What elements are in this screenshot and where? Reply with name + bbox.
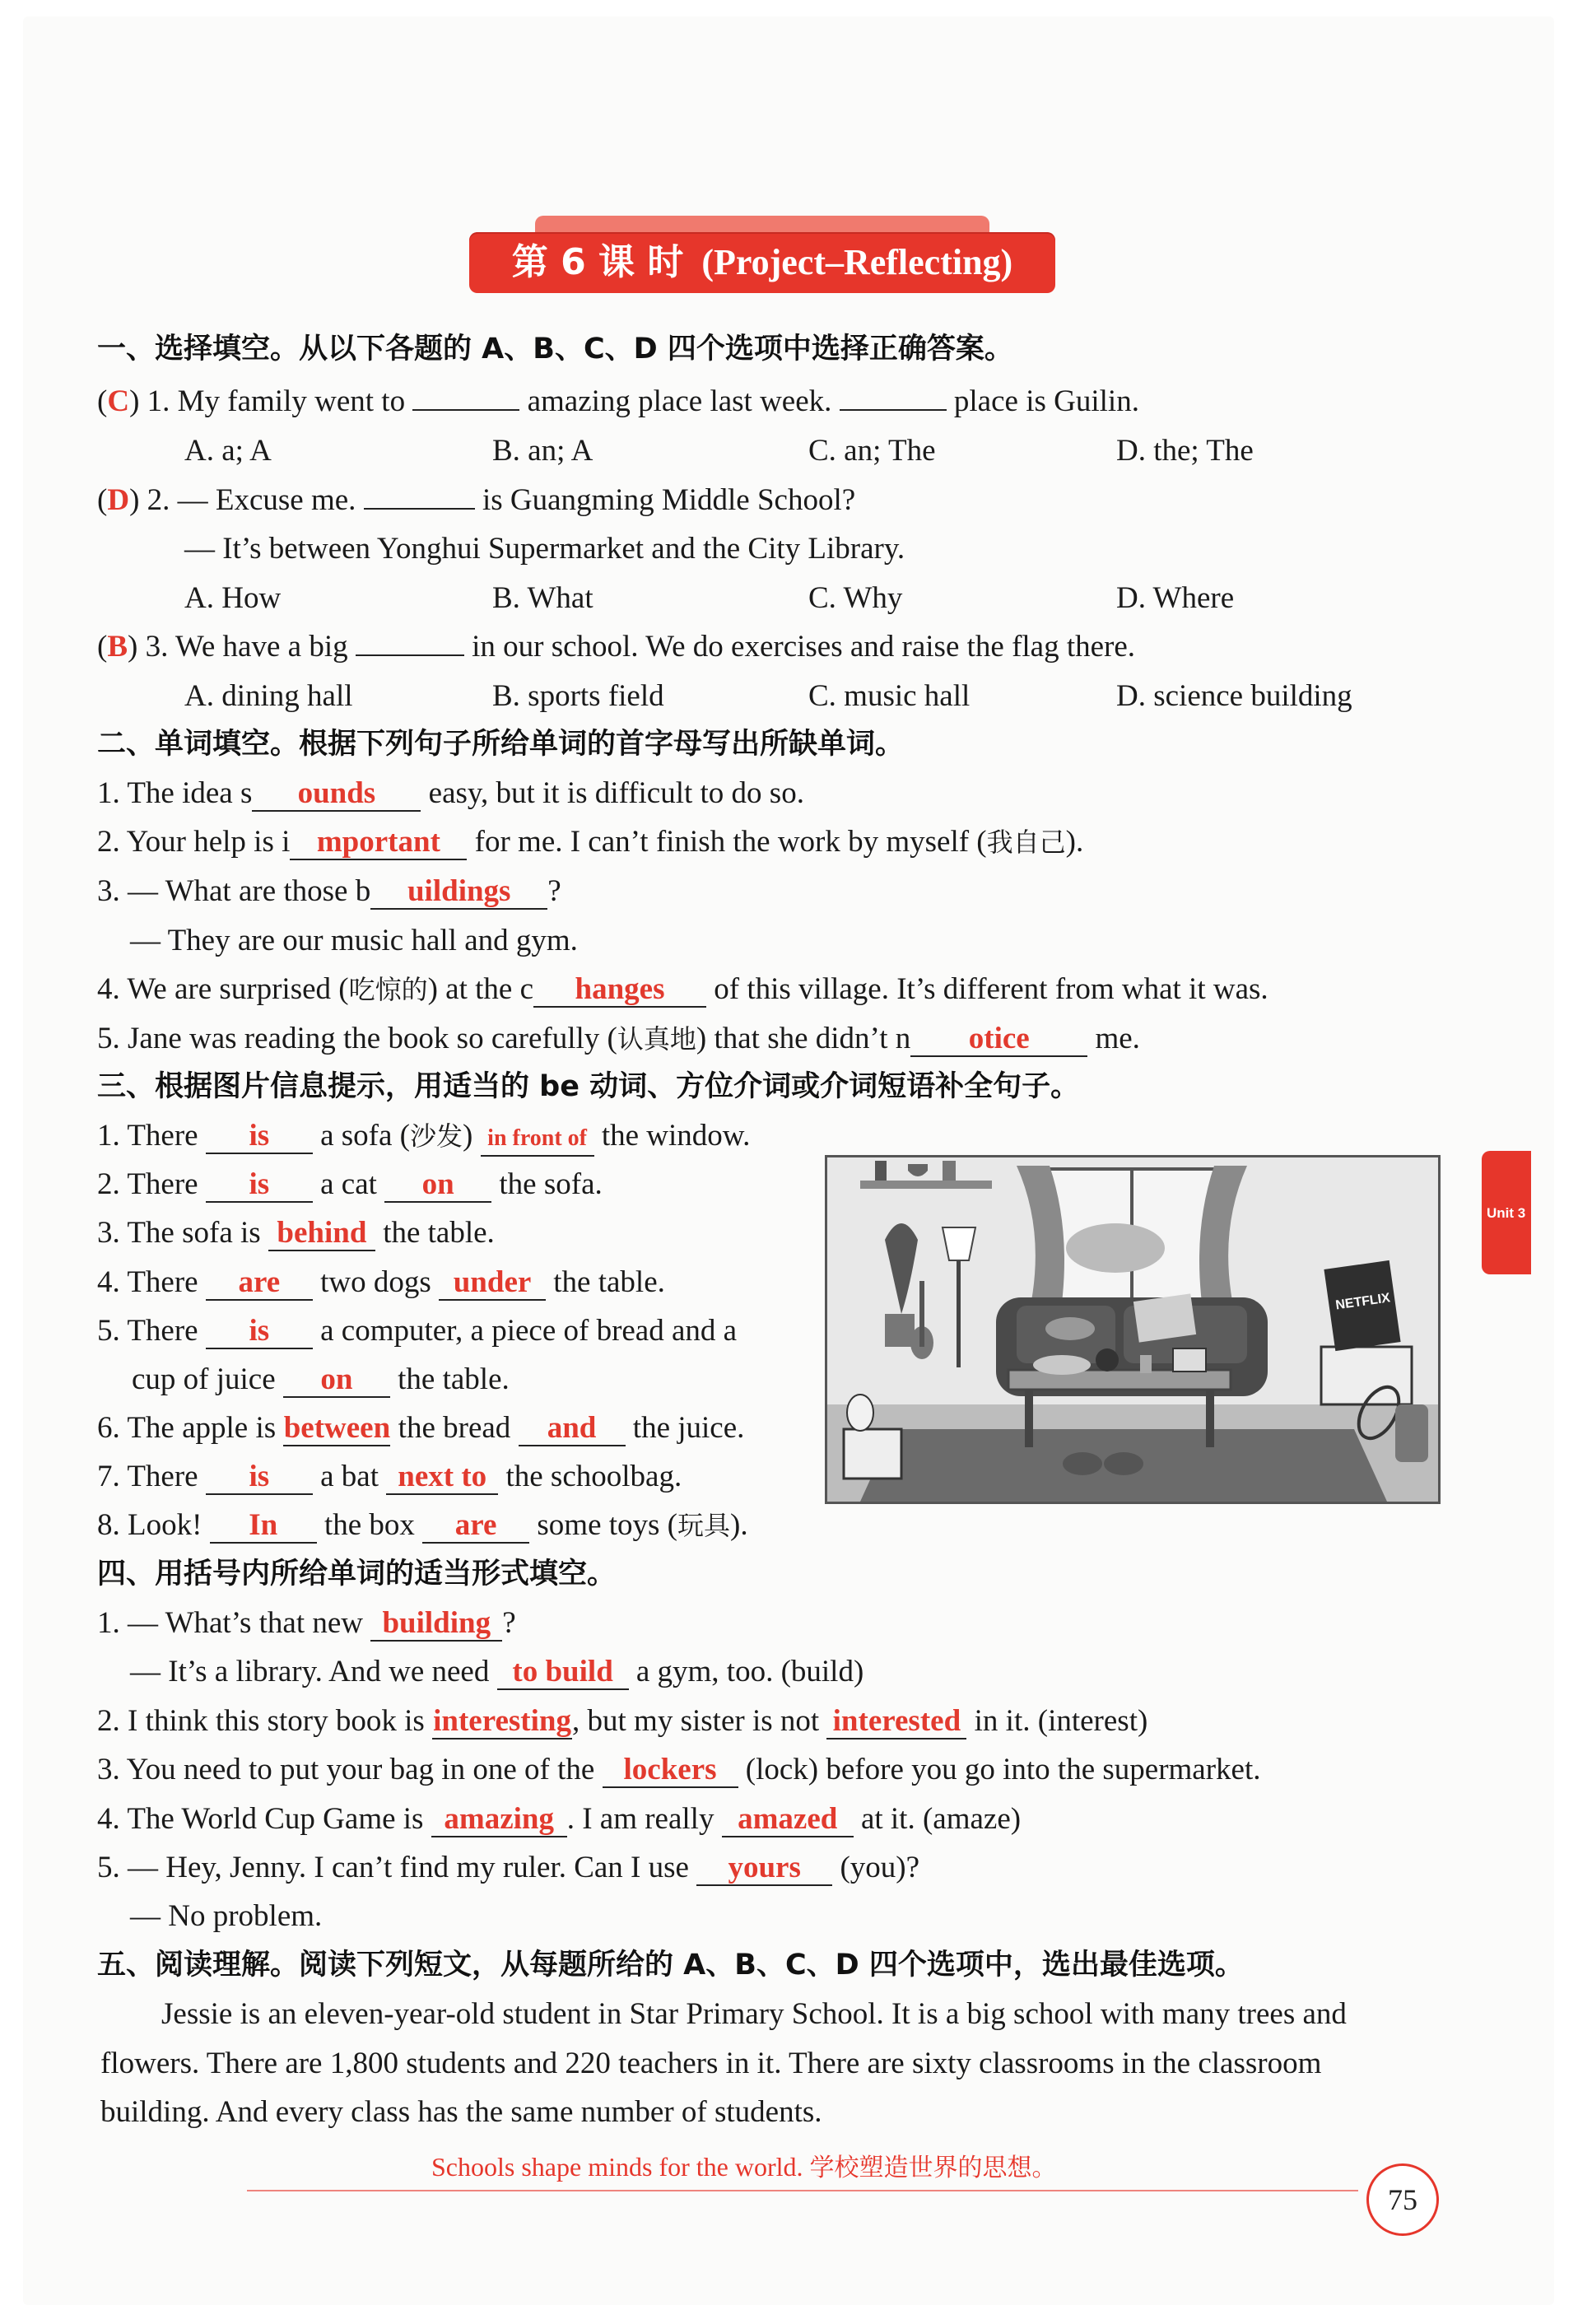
- answer-1: C: [107, 384, 130, 418]
- unit-side-label: Unit 3: [1487, 1205, 1526, 1221]
- passage-line-1: Jessie is an eleven-year-old student in Star Primary School. It is a big school with many trees and: [161, 1997, 1347, 2031]
- blank[interactable]: mportant: [290, 826, 467, 860]
- tv-label: NETFLIX: [1334, 1291, 1391, 1313]
- page-number: 75: [1366, 2163, 1439, 2236]
- living-room-illustration: [825, 1155, 1441, 1504]
- picture-fill-5-cont: cup of juice on the table.: [132, 1362, 510, 1396]
- lesson-title: [469, 232, 1055, 293]
- blank[interactable]: [356, 654, 464, 656]
- form-fill-1: 1. — What’s that new building ?: [97, 1606, 516, 1640]
- word-fill-1: 1. The idea s ounds easy, but it is difficult to do so.: [97, 776, 804, 810]
- word-fill-3: 3. — What are those b uildings ?: [97, 874, 561, 908]
- blank[interactable]: interesting: [433, 1704, 571, 1738]
- form-fill-3: 3. You need to put your bag in one of the lockers (lock) before you go into the supermarket.: [97, 1753, 1261, 1786]
- form-fill-1-reply: — It’s a library. And we need to build a gym, too. (build): [130, 1655, 864, 1688]
- question-3: (B) 3. We have a big in our school. We do exercises and raise the flag there.: [97, 630, 1136, 664]
- blank[interactable]: building: [370, 1607, 502, 1642]
- picture-fill-8: 8. Look! In the box are some toys (玩具).: [97, 1508, 748, 1542]
- blank[interactable]: [412, 409, 519, 411]
- q1-option-a[interactable]: A. a; A: [184, 434, 272, 468]
- q1-option-c[interactable]: C. an; The: [808, 434, 936, 468]
- q2-option-b[interactable]: B. What: [492, 581, 593, 615]
- picture-fill-2: 2. There is a cat on the sofa.: [97, 1167, 603, 1201]
- picture-fill-1: 1. There is a sofa (沙发) in front of the window.: [97, 1116, 750, 1157]
- blank[interactable]: In: [210, 1509, 317, 1544]
- blank[interactable]: on: [283, 1363, 390, 1398]
- q1-option-b[interactable]: B. an; A: [492, 434, 593, 468]
- blank[interactable]: ounds: [252, 777, 421, 812]
- blank[interactable]: behind: [268, 1217, 375, 1251]
- section3-heading: 三、根据图片信息提示，用适当的 be 动词、方位介词或介词短语补全句子。: [97, 1070, 1080, 1103]
- footer-motto-cn: 学校塑造世界的思想。: [809, 2154, 1057, 2182]
- blank[interactable]: on: [384, 1168, 491, 1203]
- picture-fill-7: 7. There is a bat next to the schoolbag.: [97, 1460, 682, 1493]
- q3-option-b[interactable]: B. sports field: [492, 679, 664, 713]
- picture-fill-6: 6. The apple is between the bread and the juice.: [97, 1411, 745, 1445]
- blank[interactable]: hanges: [533, 973, 706, 1008]
- q2-option-d[interactable]: D. Where: [1116, 581, 1235, 615]
- blank[interactable]: next to: [386, 1460, 498, 1495]
- blank[interactable]: in front of: [481, 1122, 594, 1157]
- blank[interactable]: yours: [696, 1851, 832, 1886]
- blank[interactable]: uildings: [370, 875, 547, 910]
- blank[interactable]: [364, 508, 475, 510]
- blank[interactable]: are: [422, 1509, 529, 1544]
- picture-fill-4: 4. There are two dogs under the table.: [97, 1265, 665, 1299]
- living-room-drawing: [827, 1157, 1438, 1502]
- blank[interactable]: to build: [497, 1656, 629, 1690]
- form-fill-2: 2. I think this story book is interesting, but my sister is not interested in it. (interest): [97, 1704, 1148, 1738]
- blank[interactable]: between: [283, 1411, 391, 1445]
- blank[interactable]: are: [206, 1266, 313, 1301]
- question-2-reply: — It’s between Yonghui Supermarket and the City Library.: [184, 532, 905, 566]
- blank[interactable]: is: [206, 1460, 313, 1495]
- blank[interactable]: is: [206, 1315, 313, 1349]
- q3-option-c[interactable]: C. music hall: [808, 679, 971, 713]
- q3-option-a[interactable]: A. dining hall: [184, 679, 353, 713]
- form-fill-4: 4. The World Cup Game is amazing . I am really amazed at it. (amaze): [97, 1802, 1022, 1836]
- form-fill-5: 5. — Hey, Jenny. I can’t find my ruler. Can I use yours (you)?: [97, 1851, 920, 1884]
- footer-motto: [431, 2147, 1057, 2183]
- blank[interactable]: under: [439, 1266, 546, 1301]
- blank[interactable]: amazed: [722, 1803, 854, 1837]
- footer-rule: [247, 2190, 1358, 2191]
- answer-2: D: [107, 483, 130, 517]
- question-2: (D) 2. — Excuse me. is Guangming Middle School?: [97, 483, 856, 517]
- section5-heading: 五、阅读理解。阅读下列短文，从每题所给的 A、B、C、D 四个选项中，选出最佳选项。: [97, 1949, 1244, 1982]
- q1-option-d[interactable]: D. the; The: [1116, 434, 1254, 468]
- lesson-number: 第 6 课 时: [511, 241, 684, 283]
- form-fill-5-reply: — No problem.: [130, 1899, 323, 1933]
- lesson-title-banner: [469, 216, 1055, 295]
- word-fill-2: 2. Your help is i mportant for me. I can’t finish the work by myself (我自己).: [97, 825, 1084, 859]
- lesson-topic: (Project–Reflecting): [701, 242, 1013, 282]
- word-fill-3-reply: — They are our music hall and gym.: [130, 924, 578, 957]
- answer-3: B: [107, 630, 128, 664]
- q3-option-d[interactable]: D. science building: [1116, 679, 1352, 713]
- blank[interactable]: is: [206, 1120, 313, 1154]
- picture-fill-3: 3. The sofa is behind the table.: [97, 1216, 495, 1250]
- section2-heading: 二、单词填空。根据下列句子所给单词的首字母写出所缺单词。: [97, 728, 905, 761]
- passage-line-2: flowers. There are 1,800 students and 220 teachers in it. There are sixty classrooms in the classroom: [100, 2047, 1322, 2080]
- question-1: (C) 1. My family went to amazing place last week. place is Guilin.: [97, 384, 1139, 418]
- passage-line-3: building. And every class has the same number of students.: [100, 2095, 822, 2129]
- word-fill-4: 4. We are surprised (吃惊的) at the c hanges of this village. It’s different from what it was.: [97, 972, 1268, 1006]
- blank[interactable]: interested: [826, 1705, 966, 1740]
- section1-heading: 一、选择填空。从以下各题的 A、B、C、D 四个选项中选择正确答案。: [97, 333, 1013, 366]
- footer-motto-en: Schools shape minds for the world.: [431, 2152, 803, 2182]
- q2-option-c[interactable]: C. Why: [808, 581, 903, 615]
- word-fill-5: 5. Jane was reading the book so carefully (认真地) that she didn’t n otice me.: [97, 1022, 1140, 1055]
- blank[interactable]: and: [519, 1412, 626, 1446]
- blank[interactable]: [840, 409, 947, 411]
- blank[interactable]: lockers: [603, 1753, 738, 1788]
- blank[interactable]: is: [206, 1168, 313, 1203]
- q2-option-a[interactable]: A. How: [184, 581, 282, 615]
- section4-heading: 四、用括号内所给单词的适当形式填空。: [97, 1558, 617, 1590]
- picture-fill-5: 5. There is a computer, a piece of bread and a: [97, 1314, 738, 1348]
- blank[interactable]: otice: [910, 1022, 1087, 1057]
- blank[interactable]: amazing: [431, 1803, 567, 1837]
